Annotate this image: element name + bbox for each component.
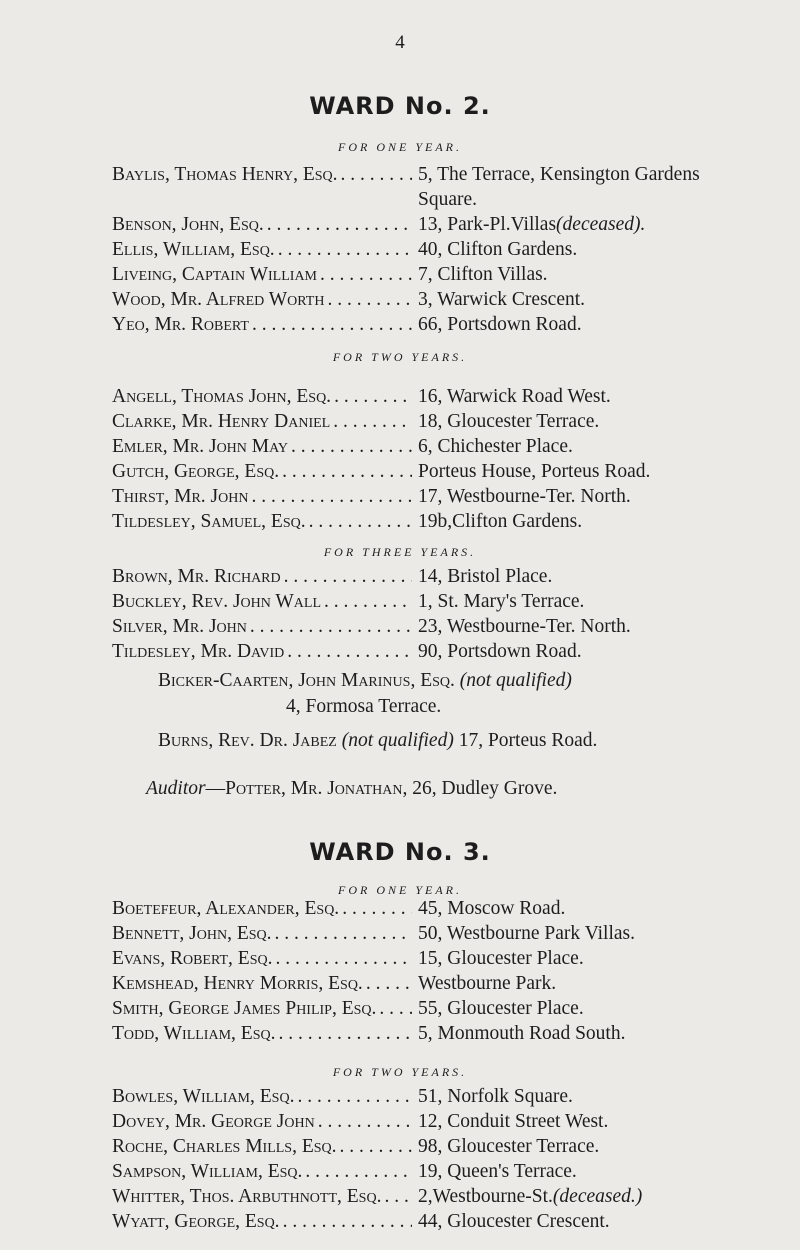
dot-leader: [280, 1209, 412, 1234]
member-address: 23, Westbourne-Ter. North.: [418, 616, 631, 637]
member-address: 44, Gloucester Crescent.: [418, 1211, 610, 1232]
bicker-address: 4, Formosa Terrace.: [286, 696, 442, 717]
member-name: Bowles, William, Esq.: [112, 1086, 295, 1107]
member-address: 18, Gloucester Terrace.: [418, 411, 600, 432]
ward-2-three-years-list: [112, 564, 762, 664]
list-item: [112, 1084, 762, 1109]
dot-leader: [338, 162, 412, 212]
member-name: Yeo, Mr. Robert: [112, 314, 249, 335]
ward-2-title: WARD No. 2.: [309, 92, 491, 120]
dot-leader: [275, 1021, 412, 1046]
member-note: (deceased.): [552, 1186, 643, 1207]
list-item: [112, 589, 762, 614]
list-item: [112, 484, 762, 509]
member-name: Dovey, Mr. George John: [112, 1111, 315, 1132]
bicker-note: (not qualified): [459, 670, 572, 691]
list-item: [112, 639, 762, 664]
auditor-name: —Potter, Mr. Jonathan,: [205, 778, 408, 799]
list-item: [112, 509, 762, 534]
member-name: Benson, John, Esq.: [112, 214, 264, 235]
page-number: 4: [395, 32, 405, 53]
dot-leader: [339, 896, 412, 921]
member-name: Buckley, Rev. John Wall: [112, 591, 322, 612]
list-item: [112, 921, 762, 946]
bicker-entry: [158, 670, 572, 692]
ward-3-title: WARD No. 3.: [309, 838, 491, 866]
member-address: 19b,Clifton Gardens.: [418, 511, 583, 532]
member-note: (deceased).: [556, 214, 646, 235]
member-address: 5, The Terrace, Kensington Gardens Square.: [418, 164, 700, 210]
list-item: [112, 564, 762, 589]
list-item: [112, 1021, 762, 1046]
dot-leader: [279, 459, 412, 484]
burns-name: Burns, Rev. Dr. Jabez: [158, 730, 337, 751]
dot-leader: [363, 971, 412, 996]
dot-leader: [247, 614, 412, 639]
member-name: Brown, Mr. Richard: [112, 566, 281, 587]
list-item: [112, 614, 762, 639]
dot-leader: [331, 384, 412, 409]
member-address: Westbourne Park.: [418, 973, 557, 994]
dot-leader: [284, 639, 412, 664]
list-item: [112, 1209, 762, 1234]
dot-leader: [249, 312, 412, 337]
member-address: 14, Bristol Place.: [418, 566, 553, 587]
member-address: 16, Warwick Road West.: [418, 386, 611, 407]
list-item: [112, 1184, 762, 1209]
member-address: 19, Queen's Terrace.: [418, 1161, 577, 1182]
dot-leader: [272, 946, 412, 971]
list-item: [112, 459, 762, 484]
member-name: Clarke, Mr. Henry Daniel: [112, 411, 331, 432]
dot-leader: [381, 1184, 412, 1209]
member-name: Gutch, George, Esq.: [112, 461, 280, 482]
member-address: 5, Monmouth Road South.: [418, 1023, 626, 1044]
burns-entry: [158, 730, 597, 752]
member-name: Wood, Mr. Alfred Worth: [112, 289, 325, 310]
dot-leader: [272, 921, 412, 946]
ward-2-two-years-heading: FOR TWO YEARS.: [332, 350, 468, 364]
ward-2-three-years-heading: FOR THREE YEARS.: [323, 545, 477, 559]
member-address: 90, Portsdown Road.: [418, 641, 582, 662]
list-item: [112, 162, 762, 212]
member-address: 50, Westbourne Park Villas.: [418, 923, 635, 944]
dot-leader: [324, 287, 412, 312]
member-address: 66, Portsdown Road.: [418, 314, 582, 335]
dot-leader: [330, 409, 412, 434]
dot-leader: [302, 1159, 412, 1184]
dot-leader: [306, 509, 412, 534]
dot-leader: [248, 484, 412, 509]
member-name: Tildesley, Mr. David: [112, 641, 285, 662]
member-name: Evans, Robert, Esq.: [112, 948, 273, 969]
list-item: [112, 212, 762, 237]
member-name: Silver, Mr. John: [112, 616, 247, 637]
member-address: 15, Gloucester Place.: [418, 948, 584, 969]
member-name: Baylis, Thomas Henry, Esq.: [112, 164, 338, 185]
member-address: 2,Westbourne-St.: [418, 1186, 553, 1207]
dot-leader: [321, 589, 412, 614]
list-item: [112, 434, 762, 459]
ward-2-one-year-list: [112, 162, 762, 337]
member-name: Tildesley, Samuel, Esq.: [112, 511, 306, 532]
dot-leader: [288, 434, 412, 459]
dot-leader: [264, 212, 412, 237]
list-item: [112, 312, 762, 337]
list-item: [112, 262, 762, 287]
dot-leader: [315, 1109, 412, 1134]
list-item: [112, 946, 762, 971]
member-address: 6, Chichester Place.: [418, 436, 573, 457]
dot-leader: [294, 1084, 412, 1109]
member-name: Sampson, William, Esq.: [112, 1161, 303, 1182]
member-address: 45, Moscow Road.: [418, 898, 566, 919]
member-address: Porteus House, Porteus Road.: [418, 461, 651, 482]
dot-leader: [376, 996, 412, 1021]
list-item: [112, 1109, 762, 1134]
burns-note: (not qualified): [341, 730, 454, 751]
dot-leader: [275, 237, 412, 262]
member-address: 12, Conduit Street West.: [418, 1111, 609, 1132]
dot-leader: [317, 262, 412, 287]
member-name: Kemshead, Henry Morris, Esq.: [112, 973, 363, 994]
auditor-label: Auditor: [146, 778, 206, 799]
auditor-entry: [146, 778, 557, 800]
list-item: [112, 384, 762, 409]
member-address: 55, Gloucester Place.: [418, 998, 584, 1019]
member-address: 1, St. Mary's Terrace.: [418, 591, 585, 612]
list-item: [112, 1134, 762, 1159]
member-address: 17, Westbourne-Ter. North.: [418, 486, 631, 507]
member-name: Roche, Charles Mills, Esq.: [112, 1136, 337, 1157]
dot-leader: [337, 1134, 412, 1159]
list-item: [112, 1159, 762, 1184]
member-name: Smith, George James Philip, Esq.: [112, 998, 377, 1019]
member-address: 7, Clifton Villas.: [418, 264, 548, 285]
list-item: [112, 896, 762, 921]
member-name: Wyatt, George, Esq.: [112, 1211, 280, 1232]
auditor-address: 26, Dudley Grove.: [412, 778, 558, 799]
list-item: [112, 287, 762, 312]
member-name: Liveing, Captain William: [112, 264, 317, 285]
member-name: Bennett, John, Esq.: [112, 923, 272, 944]
member-name: Angell, Thomas John, Esq.: [112, 386, 332, 407]
ward-2-one-year-heading: FOR ONE YEAR.: [338, 140, 462, 154]
member-name: Ellis, William, Esq.: [112, 239, 275, 260]
ward-3-two-years-list: [112, 1084, 762, 1234]
burns-address: 17, Porteus Road.: [458, 730, 598, 751]
member-name: Todd, William, Esq.: [112, 1023, 276, 1044]
member-address: 3, Warwick Crescent.: [418, 289, 586, 310]
member-address: 40, Clifton Gardens.: [418, 239, 578, 260]
list-item: [112, 409, 762, 434]
ward-3-two-years-heading: FOR TWO YEARS.: [332, 1065, 468, 1079]
member-name: Emler, Mr. John May: [112, 436, 289, 457]
member-address: 98, Gloucester Terrace.: [418, 1136, 600, 1157]
list-item: [112, 237, 762, 262]
member-name: Thirst, Mr. John: [112, 486, 249, 507]
member-address: 51, Norfolk Square.: [418, 1086, 573, 1107]
member-address: 13, Park-Pl.Villas: [418, 214, 557, 235]
ward-3-one-year-heading: FOR ONE YEAR.: [338, 883, 462, 897]
member-name: Whitter, Thos. Arbuthnott, Esq.: [112, 1186, 382, 1207]
member-name: Boetefeur, Alexander, Esq.: [112, 898, 340, 919]
bicker-name: Bicker-Caarten, John Marinus, Esq.: [158, 670, 455, 691]
dot-leader: [281, 564, 412, 589]
ward-3-one-year-list: [112, 896, 762, 1046]
list-item: [112, 971, 762, 996]
list-item: [112, 996, 762, 1021]
ward-2-two-years-list: [112, 384, 762, 534]
